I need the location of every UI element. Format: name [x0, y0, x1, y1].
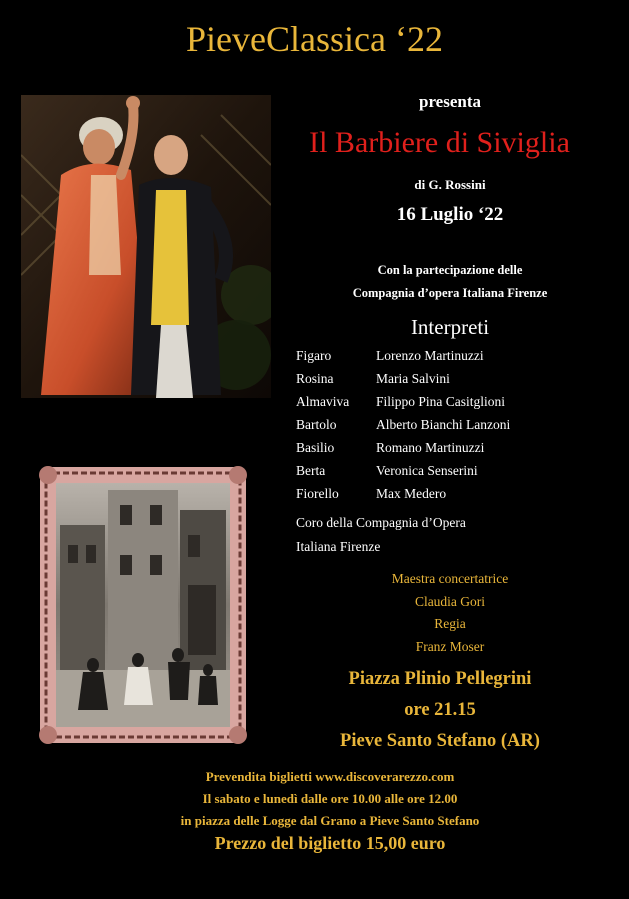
cast-row	[296, 413, 576, 436]
cast-role: Berta	[296, 463, 326, 478]
coro-line-2: Italiana Firenze	[296, 539, 381, 554]
coro-block	[296, 511, 466, 559]
cast-name: Veronica Senserini	[376, 463, 478, 478]
cast-row	[296, 459, 576, 482]
cast-row	[296, 344, 576, 367]
cast-name: Lorenzo Martinuzzi	[376, 348, 484, 363]
cast-row	[296, 482, 576, 505]
cast-list	[296, 344, 576, 505]
cast-role: Figaro	[296, 348, 332, 363]
stage-photo	[21, 95, 271, 398]
tickets-line-2: Il sabato e lunedì dalle ore 10.00 alle ore 12.00	[202, 791, 458, 806]
venue-town: Pieve Santo Stefano (AR)	[340, 731, 540, 751]
opera-title: Il Barbiere di Siviglia	[309, 126, 570, 159]
credits-block	[300, 568, 600, 658]
engraving-illustration	[38, 465, 248, 745]
tickets-line-1: Prevendita biglietti www.discoverarezzo.com	[205, 769, 455, 784]
event-date: 16 Luglio ‘22	[396, 204, 504, 225]
venue-time: ore 21.15	[404, 700, 476, 720]
partecipazione-block	[280, 259, 620, 305]
cast-name: Max Medero	[376, 486, 447, 501]
composer-text: di G. Rossini	[414, 177, 486, 192]
page-title: PieveClassica ‘22	[186, 19, 443, 59]
cast-name: Romano Martinuzzi	[376, 440, 485, 455]
tickets-line-3: in piazza delle Logge dal Grano a Pieve Santo Stefano	[180, 813, 480, 828]
tickets-block	[110, 766, 550, 832]
cast-row	[296, 436, 576, 459]
ticket-price: Prezzo del biglietto 15,00 euro	[214, 833, 446, 853]
cast-role: Bartolo	[296, 417, 337, 432]
cast-name: Alberto Bianchi Lanzoni	[376, 417, 511, 432]
regia-name: Franz Moser	[415, 638, 485, 654]
cast-role: Fiorello	[296, 486, 339, 501]
regia-label: Regia	[434, 616, 466, 631]
presenta-text: presenta	[418, 92, 481, 111]
coro-line-1: Coro della Compagnia d’Opera	[296, 515, 466, 530]
interpreti-heading: Interpreti	[410, 315, 490, 339]
cast-role: Almaviva	[296, 394, 350, 409]
partecipazione-line-2: Compagnia d’opera Italiana Firenze	[352, 286, 548, 300]
maestra-label: Maestra concertatrice	[391, 571, 509, 586]
venue-place: Piazza Plinio Pellegrini	[348, 669, 532, 689]
cast-name: Filippo Pina Casitglioni	[376, 394, 506, 409]
cast-name: Maria Salvini	[376, 371, 450, 386]
maestra-name: Claudia Gori	[414, 593, 486, 609]
partecipazione-line-1: Con la partecipazione delle	[377, 263, 523, 277]
cast-row	[296, 390, 576, 413]
venue-block	[280, 664, 600, 757]
cast-role: Basilio	[296, 440, 335, 455]
cast-role: Rosina	[296, 371, 334, 386]
cast-row	[296, 367, 576, 390]
